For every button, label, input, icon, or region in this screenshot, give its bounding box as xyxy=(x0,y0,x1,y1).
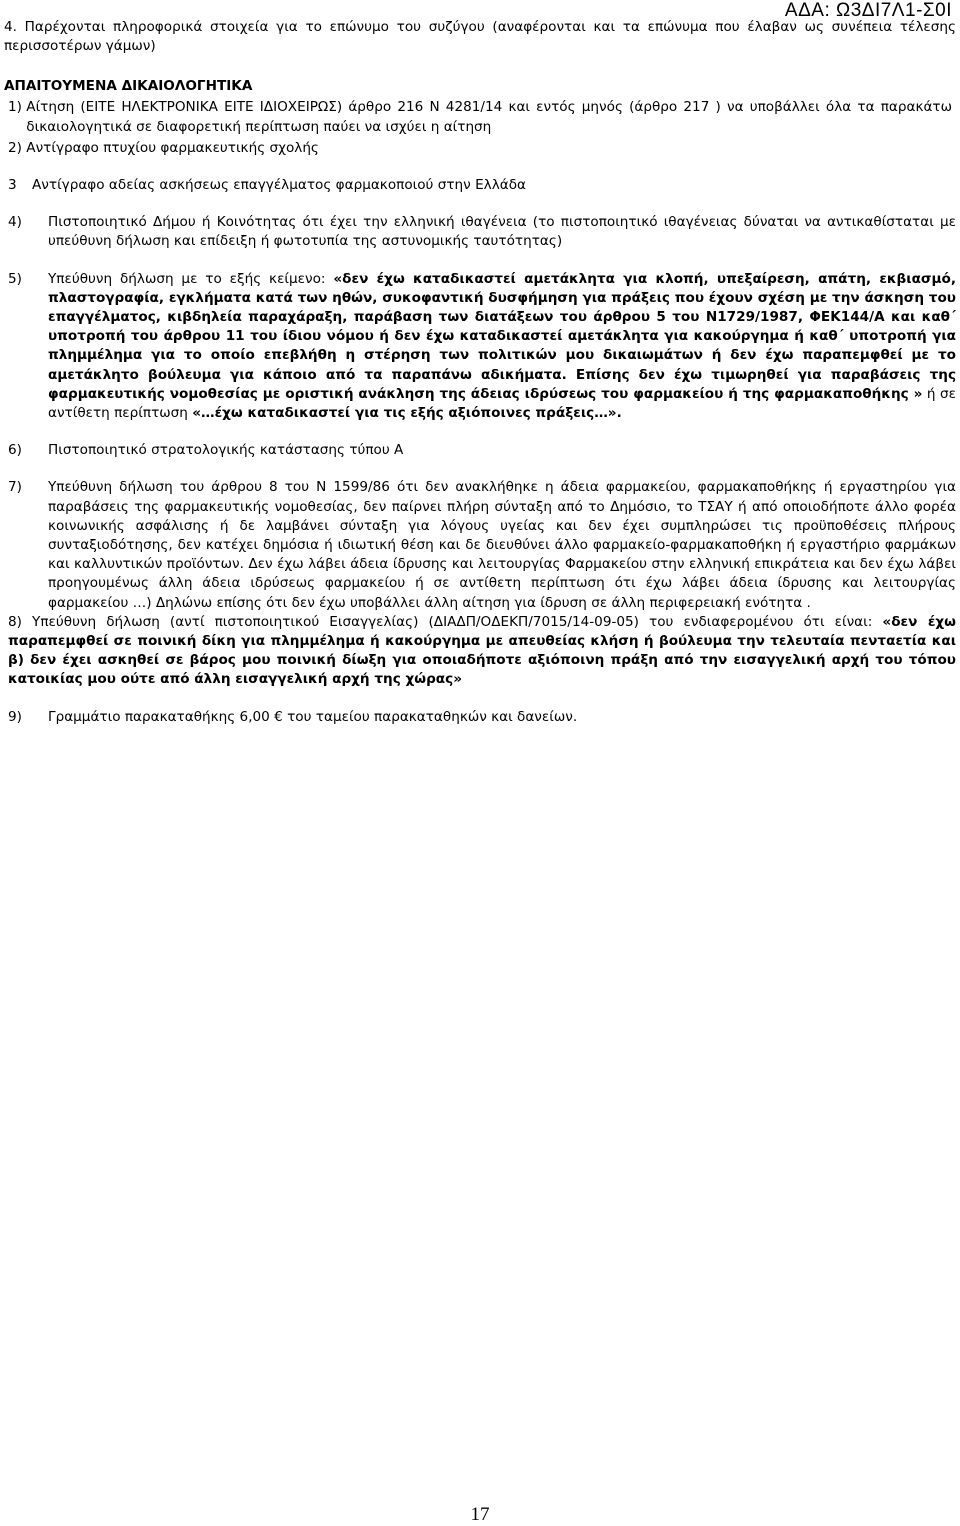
page-number: 17 xyxy=(470,1504,490,1525)
item-number: 1) xyxy=(8,99,27,116)
list-item-8 xyxy=(8,613,956,690)
item-text-bold: «…έχω καταδικαστεί για τις εξής αξιόποινες πράξεις…». xyxy=(192,405,622,422)
item-number: 6) xyxy=(8,442,22,459)
item-number: 7) xyxy=(8,479,22,496)
list-item-5 xyxy=(8,270,956,424)
intro-paragraph: 4. Παρέχονται πληροφορικά στοιχεία για το επώνυμο του συζύγου (αναφέρονται και τα επώνυμα που έλαβαν ως συνέπεια τέλεσης περισσοτέρων γάμων) xyxy=(4,19,956,55)
item-text: Αίτηση (ΕΙΤΕ ΗΛΕΚΤΡΟΝΙΚΑ ΕΙΤΕ ΙΔΙΟΧΕΙΡΩΣ) άρθρο 216 Ν 4281/14 και εντός μηνός (άρθρο 217 ) να υποβάλλει όλα τα παρακάτω δικαιολογητικά σε διαφορετική περίπτωση παύει να ισχύει η αίτηση xyxy=(26,99,952,135)
list-item-2 xyxy=(8,139,956,158)
item-text: Αντίγραφο αδείας ασκήσεως επαγγέλματος φαρμακοποιού στην Ελλάδα xyxy=(32,177,526,194)
item-text-bold: «δεν έχω παραπεμφθεί σε ποινική δίκη για πλημμέλημα ή κακούργημα με απευθείας κλήση ή βούλευμα την τελευταία πενταετία και β) δεν έχει ασκηθεί σε βάρος μου ποινική δίωξη για οποιαδήποτε αξιόποινη πράξη από την εισαγγελική αρχή του τόπου κατοικίας μου ούτε από άλλη εισαγγελική αρχή της χώρας» xyxy=(8,613,956,688)
item-text: Γραμμάτιο παρακαταθήκης 6,00 € του ταμείου παρακαταθηκών και δανείων. xyxy=(48,708,578,725)
list-item-3 xyxy=(8,176,956,195)
item-text-plain: Υπεύθυνη δήλωση (αντί πιστοποιητικού Εισαγγελίας) (ΔΙΑΔΠ/ΟΔΕΚΠ/7015/14-09-05) του ενδιαφερομένου ότι είναι: xyxy=(32,613,883,630)
item-text: Υπεύθυνη δήλωση του άρθρου 8 του Ν 1599/86 ότι δεν ανακλήθηκε η άδεια φαρμακείου, φαρμακαποθήκης ή εργαστηρίου για παραβάσεις της φαρμακευτικής νομοθεσίας, δεν παίρνει πλήρη σύνταξη από το Δημόσιο, το ΤΣΑΥ ή από οποιοδήποτε άλλο φορέα κοινωνικής ασφάλισης ή δε λαμβάνει σύνταξη για λόγους υγείας και δεν έχει συμπληρώσει τις προϋποθέσεις πλήρους συνταξιοδότησης, δεν κατέχει δημόσια ή ιδιωτική θέση και δε διευθύνει άλλο φαρμακείο-φαρμακαποθήκη ή εργαστήριο φαρμάκων και καλλυντικών προϊόντων. Δεν έχω λάβει άδεια ίδρυσης και λειτουργίας Φαρμακείου στην ελληνική επικράτεια και δεν έχω λάβει προηγουμένως άλλη άδεια ιδρύσεως φαρμακείου ή σε αντίθετη περίπτωση ότι έχω λάβει άδεια ίδρυσης και λειτουργίας φαρμακείου …) Δηλώνω επίσης ότι δεν έχω υποβάλλει άλλη αίτηση για ίδρυση σε άλλη περιφερειακή ενότητα . xyxy=(48,479,956,611)
item-number: 8) xyxy=(8,613,33,630)
document-body xyxy=(0,18,960,727)
item-number: 2) xyxy=(8,139,27,156)
item-number: 3 xyxy=(8,177,21,194)
item-number: 5) xyxy=(8,270,22,287)
ada-code: ΑΔΑ: Ω3ΔΙ7Λ1-Σ0Ι xyxy=(784,0,952,21)
item-text-bold: «δεν έχω καταδικαστεί αμετάκλητα για κλοπή, υπεξαίρεση, απάτη, εκβιασμό, πλαστογραφία, εγκλήματα κατά των ηθών, συκοφαντική δυσφήμηση για πράξεις που έχουν σχέση με την άσκηση του επαγγέλματος, κιβδηλεία παραχάραξη, παράβαση των διατάξεων του άρθρου 5 του Ν1729/1987, ΦΕΚ144/Α και καθ΄ υποτροπή του άρθρου 11 του ίδιου νόμου ή δεν έχω καταδικαστεί αμετάκλητα για κακούργημα ή καθ΄ υποτροπή για πλημμέλημα για το οποίο επεβλήθη η στέρηση των πολιτικών μου δικαιωμάτων ή δεν έχω παραπεμφθεί με το αμετάκλητο βούλευμα για κάποιο από τα παραπάνω αδικήματα. Επίσης δεν έχω τιμωρηθεί για παραβάσεις της φαρμακευτικής νομοθεσίας με οριστική ανάκληση της άδειας ιδρύσεως του φαρμακείου ή της φαρμακαποθήκης » xyxy=(48,270,957,402)
item-text: Πιστοποιητικό στρατολογικής κατάστασης τύπου Α xyxy=(48,442,404,459)
item-text-plain: Υπεύθυνη δήλωση με το εξής κείμενο: xyxy=(48,270,334,287)
item-text: Πιστοποιητικό Δήμου ή Κοινότητας ότι έχει την ελληνική ιθαγένεια (το πιστοποιητικό ιθαγένειας δύναται να αντικαθίσταται με υπεύθυνη δήλωση και επίδειξη ή φωτοτυπία της αστυνομικής ταυτότητας) xyxy=(48,214,956,250)
item-text xyxy=(48,270,956,424)
list-item-1 xyxy=(8,98,956,136)
list-item-9 xyxy=(8,708,956,727)
item-text: Αντίγραφο πτυχίου φαρμακευτικής σχολής xyxy=(26,139,319,156)
item-text-plain: ή σε αντίθετη περίπτωση xyxy=(48,385,956,422)
list-item-4 xyxy=(8,213,956,251)
item-number: 9) xyxy=(8,708,22,725)
section-heading: ΑΠΑΙΤΟΥΜΕΝΑ ΔΙΚΑΙΟΛΟΓΗΤΙΚΑ xyxy=(4,78,253,95)
list-item-6 xyxy=(8,441,956,460)
list-item-7 xyxy=(8,478,956,612)
item-number: 4) xyxy=(8,214,22,231)
